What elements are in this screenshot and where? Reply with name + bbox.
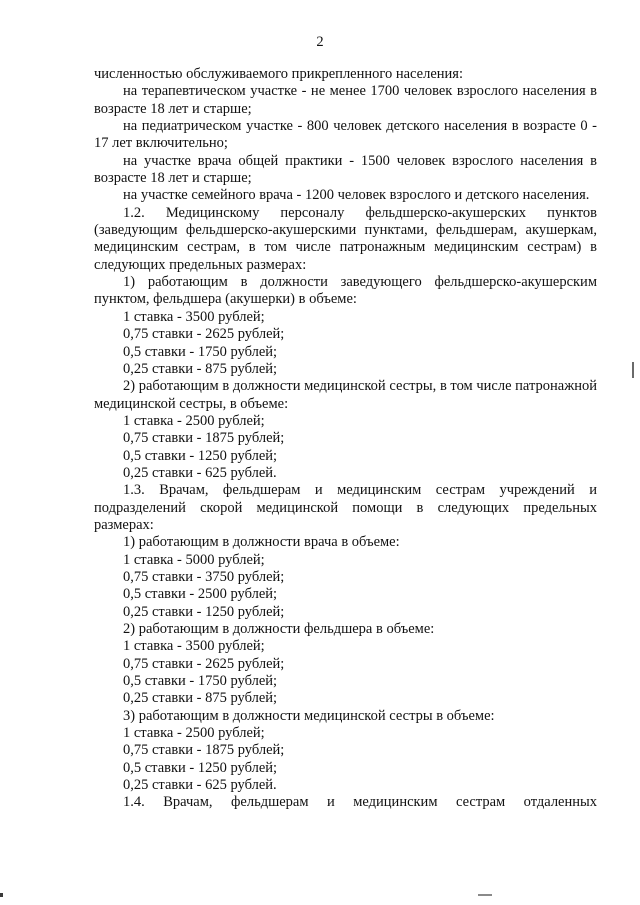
rate-line: 0,25 ставки - 625 рублей.	[123, 464, 277, 481]
rate-line: 0,75 ставки - 1875 рублей;	[123, 742, 285, 759]
rate-line: 0,25 ставки - 875 рублей;	[123, 360, 278, 377]
rate-line: 0,25 ставки - 1250 рублей;	[123, 603, 285, 620]
paragraph-pediatric-district: на педиатрическом участке - 800 человек детского населения в возрасте 0 - 17 лет включительно;	[94, 118, 597, 152]
clause-1-3-item-2: 2) работающим в должности фельдшера в объеме:	[123, 621, 435, 637]
scan-mark	[0, 893, 3, 897]
page-number: 2	[316, 34, 324, 50]
rate-line: 1 ставка - 2500 рублей;	[123, 412, 265, 429]
rate-line: 0,5 ставки - 1250 рублей;	[123, 447, 278, 464]
paragraph-family-doctor-district: на участке семейного врача - 1200 человек взрослого и детского населения.	[123, 187, 590, 204]
clause-1-3-item-3: 3) работающим в должности медицинской сестры в объеме:	[123, 707, 495, 724]
rate-line: 1 ставка - 5000 рублей;	[123, 551, 265, 568]
scan-mark	[632, 362, 634, 378]
clause-1-4-heading: 1.4. Врачам, фельдшерам и медицинским сестрам отдаленных	[123, 794, 597, 811]
rate-line: 0,5 ставки - 1750 рублей;	[123, 673, 278, 690]
paragraph-population-intro: численностью обслуживаемого прикрепленного населения:	[94, 66, 463, 82]
rate-line: 1 ставка - 3500 рублей;	[123, 638, 265, 655]
paragraph-therapeutic-district: на терапевтическом участке - не менее 1700 человек взрослого населения в возрасте 18 лет и старше;	[94, 83, 597, 117]
clause-1-3-heading: 1.3. Врачам, фельдшерам и медицинским сестрам учреждений и подразделений скорой медицинской помощи в следующих предельных размерах:	[94, 482, 597, 533]
rate-line: 1 ставка - 3500 рублей;	[123, 308, 265, 325]
rate-line: 1 ставка - 2500 рублей;	[123, 725, 265, 742]
clause-1-2-heading: 1.2. Медицинскому персоналу фельдшерско-акушерских пунктов (заведующим фельдшерско-акушерскими пунктами, фельдшерам, акушеркам, медицинским сестрам, в том числе патронажным медицинским сестрам) в следующих предельных размерах:	[94, 204, 597, 273]
rate-line: 0,5 ставки - 1750 рублей;	[123, 343, 278, 360]
rate-line: 0,25 ставки - 625 рублей.	[123, 777, 277, 794]
document-body	[94, 66, 597, 812]
clause-1-3-item-1: 1) работающим в должности врача в объеме:	[123, 534, 400, 551]
rate-line: 0,75 ставки - 1875 рублей;	[123, 430, 285, 447]
scan-mark	[478, 894, 492, 896]
paragraph-general-practice-district: на участке врача общей практики - 1500 человек взрослого населения в возрасте 18 лет и старше;	[94, 152, 597, 187]
rate-line: 0,5 ставки - 1250 рублей;	[123, 759, 278, 776]
rate-line: 0,75 ставки - 2625 рублей;	[123, 655, 285, 672]
rate-line: 0,5 ставки - 2500 рублей;	[123, 586, 278, 603]
clause-1-2-item-1: 1) работающим в должности заведующего фельдшерско-акушерским пунктом, фельдшера (акушерки) в объеме:	[94, 274, 597, 308]
clause-1-2-item-2: 2) работающим в должности медицинской сестры, в том числе патронажной медицинской сестры, в объеме:	[94, 378, 597, 412]
rate-line: 0,75 ставки - 3750 рублей;	[123, 568, 285, 585]
rate-line: 0,75 ставки - 2625 рублей;	[123, 326, 285, 343]
rate-line: 0,25 ставки - 875 рублей;	[123, 690, 278, 707]
